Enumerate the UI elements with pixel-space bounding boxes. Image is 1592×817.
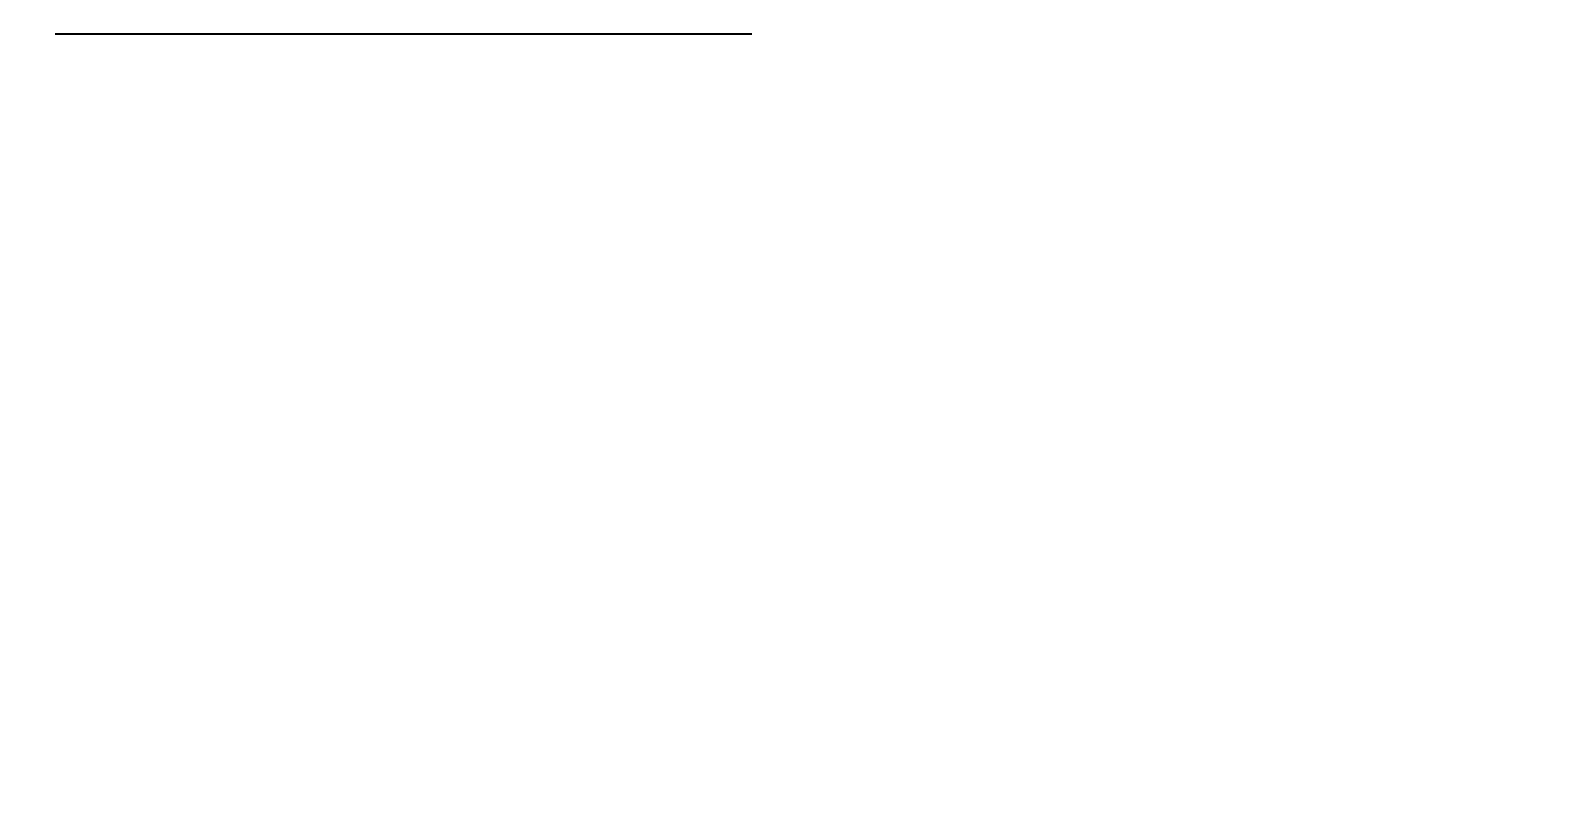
defense-table-wrap: [55, 28, 752, 35]
table-bottom-rule: [55, 33, 752, 35]
figure-4: [816, 10, 1540, 666]
facet-figure-svg: [816, 10, 1540, 666]
